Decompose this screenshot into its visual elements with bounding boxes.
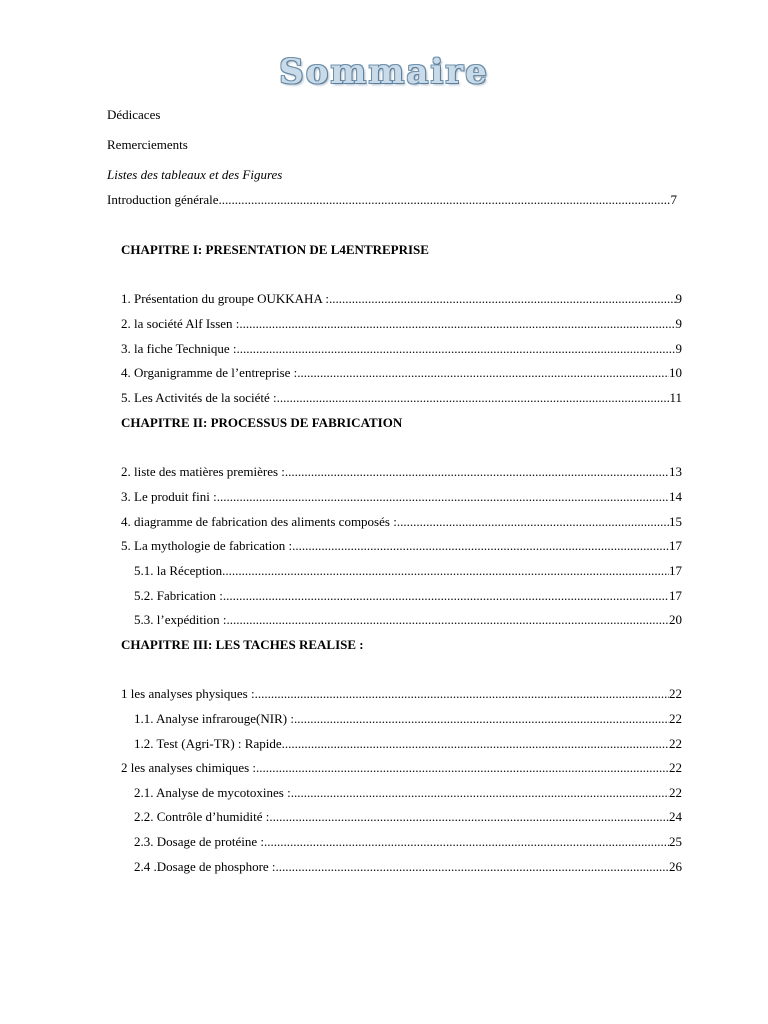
toc-leader-dots (291, 785, 669, 801)
toc-entry-label: 2. liste des matières premières : (121, 464, 285, 479)
toc-entry-label: 4. Organigramme de l’entreprise : (121, 365, 298, 380)
toc-entry-label: 2.2. Contrôle d’humidité : (134, 809, 270, 824)
toc-leader-dots (297, 365, 669, 381)
toc-entry (134, 588, 682, 604)
toc-leader-dots (226, 612, 669, 628)
toc-entry (134, 612, 682, 628)
toc-entry-page: 9 (675, 341, 682, 356)
toc-leader-dots (217, 489, 669, 505)
toc-entry-page: 22 (669, 760, 682, 775)
toc-entry (134, 834, 682, 850)
toc-entry-page: 17 (669, 588, 682, 603)
toc-entry-page: 22 (669, 736, 682, 751)
toc-remerciements: Remerciements (107, 137, 188, 152)
toc-leader-dots (219, 192, 671, 208)
toc-entry (121, 489, 682, 505)
toc-entry-label: 1.2. Test (Agri-TR) : Rapide (134, 736, 282, 751)
toc-entry-label: 2.4 .Dosage de phosphore : (134, 859, 276, 874)
toc-entry-label: 5. La mythologie de fabrication : (121, 538, 293, 553)
toc-leader-dots (256, 760, 669, 776)
chapter-1-heading: CHAPITRE I: PRESENTATION DE L4ENTREPRISE (121, 242, 429, 257)
toc-entry (121, 291, 682, 307)
toc-entry-page: 25 (669, 834, 682, 849)
toc-entry (121, 514, 682, 530)
toc-entry-page: 22 (669, 711, 682, 726)
toc-entry (121, 464, 682, 480)
toc-entry-label: 4. diagramme de fabrication des aliments composés : (121, 514, 397, 529)
toc-leader-dots (294, 711, 669, 727)
toc-leader-dots (236, 341, 675, 357)
toc-entry-page: 20 (669, 612, 682, 627)
toc-entry (134, 736, 682, 752)
toc-leader-dots (223, 588, 669, 604)
toc-leader-dots (282, 736, 669, 752)
toc-entry-label: 2.3. Dosage de protéine : (134, 834, 264, 849)
toc-entry-page: 11 (669, 390, 682, 405)
toc-entry-page: 9 (675, 291, 682, 306)
toc-entry-label: 3. Le produit fini : (121, 489, 217, 504)
toc-entry-label: 5.2. Fabrication : (134, 588, 223, 603)
toc-entry (134, 809, 682, 825)
toc-entry-page: 17 (669, 538, 682, 553)
toc-leader-dots (397, 514, 669, 530)
toc-entry (121, 760, 682, 776)
toc-entry-label: 5. Les Activités de la société : (121, 390, 277, 405)
toc-leader-dots (222, 563, 669, 579)
toc-dedicaces: Dédicaces (107, 107, 161, 122)
toc-entry (134, 563, 682, 579)
chapter-2-heading: CHAPITRE II: PROCESSUS DE FABRICATION (121, 415, 403, 430)
toc-entry (121, 316, 682, 332)
toc-entry-label: 3. la fiche Technique : (121, 341, 237, 356)
toc-entry-page: 26 (669, 859, 682, 874)
toc-leader-dots (292, 538, 669, 554)
toc-entry (121, 686, 682, 702)
toc-entry-page: 15 (669, 514, 682, 529)
toc-entry (121, 538, 682, 554)
toc-entry-page: 24 (669, 809, 682, 824)
toc-entry-page: 22 (669, 686, 682, 701)
toc-entry-page: 17 (669, 563, 682, 578)
toc-leader-dots (255, 686, 669, 702)
toc-entry-page: 22 (669, 785, 682, 800)
toc-leader-dots (329, 291, 676, 307)
toc-leader-dots (239, 316, 675, 332)
page-title: Sommaire (279, 52, 489, 92)
toc-leader-dots (285, 464, 669, 480)
toc-entry (134, 711, 682, 727)
toc-entry-label: 2.1. Analyse de mycotoxines : (134, 785, 291, 800)
toc-entry-label: 2 les analyses chimiques : (121, 760, 257, 775)
chapter-3-heading: CHAPITRE III: LES TACHES REALISE : (121, 637, 364, 652)
toc-entry-label: 1 les analyses physiques : (121, 686, 255, 701)
toc-entry-label: 2. la société Alf Issen : (121, 316, 240, 331)
toc-entry-introduction (107, 192, 677, 208)
toc-entry-page: 10 (669, 365, 682, 380)
toc-entry-page: 14 (669, 489, 682, 504)
toc-entry (121, 365, 682, 381)
toc-listes: Listes des tableaux et des Figures (107, 167, 283, 182)
toc-entry-page: 7 (670, 192, 677, 207)
toc-leader-dots (269, 809, 669, 825)
toc-leader-dots (277, 390, 670, 406)
toc-entry-page: 9 (675, 316, 682, 331)
toc-entry-label: 1. Présentation du groupe OUKKAHA : (121, 291, 329, 306)
toc-entry-label: 1.1. Analyse infrarouge(NIR) : (134, 711, 294, 726)
toc-entry-label: 5.3. l’expédition : (134, 612, 227, 627)
toc-leader-dots (264, 834, 669, 850)
toc-leader-dots (276, 859, 669, 875)
toc-entry-page: 13 (669, 464, 682, 479)
toc-entry (121, 341, 682, 357)
toc-entry-label: Introduction générale (107, 192, 219, 207)
toc-entry-label: 5.1. la Réception (134, 563, 223, 578)
toc-entry (134, 785, 682, 801)
toc-entry (134, 859, 682, 875)
toc-entry (121, 390, 682, 406)
